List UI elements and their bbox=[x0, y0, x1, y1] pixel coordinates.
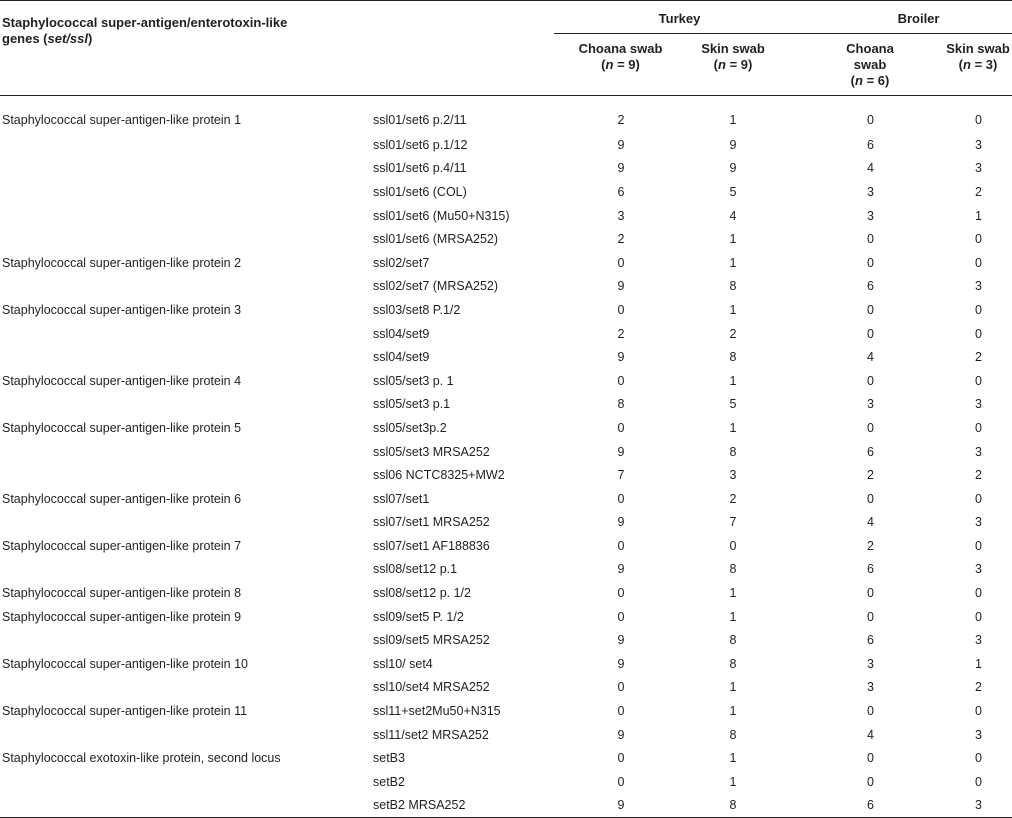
turkey-skin-cell: 8 bbox=[729, 633, 737, 648]
broiler-choana-cell: 0 bbox=[867, 609, 874, 624]
broiler-skin-cell: 1 bbox=[975, 208, 982, 223]
turkey-choana-cell: 8 bbox=[617, 397, 625, 412]
turkey-skin-cell: 2 bbox=[729, 491, 737, 506]
protein-cell: Staphylococcal super-antigen-like protein 10 bbox=[2, 656, 248, 671]
table-row bbox=[0, 487, 1012, 511]
protein-cell: Staphylococcal super-antigen-like protein 9 bbox=[2, 609, 242, 624]
table-row bbox=[0, 275, 1012, 299]
protein-cell bbox=[0, 393, 373, 417]
table-row bbox=[0, 393, 1012, 417]
title-line-2-prefix: genes ( bbox=[2, 31, 48, 46]
gene-cell: ssl04/set9 bbox=[373, 350, 430, 365]
broiler-skin-cell: 0 bbox=[975, 774, 982, 789]
broiler-skin-cell: 0 bbox=[975, 255, 982, 270]
turkey-choana-cell: 9 bbox=[617, 279, 625, 294]
gene-cell: setB2 bbox=[373, 774, 405, 789]
protein-cell bbox=[0, 157, 373, 181]
gene-cell: setB3 bbox=[373, 751, 405, 766]
broiler-choana-cell: 2 bbox=[867, 468, 874, 483]
turkey-skin-cell: 8 bbox=[729, 444, 737, 459]
broiler-choana-cell: 6 bbox=[867, 633, 874, 648]
protein-cell: Staphylococcal exotoxin-like protein, second locus bbox=[2, 751, 281, 766]
gene-cell: ssl06 NCTC8325+MW2 bbox=[373, 468, 505, 483]
broiler-skin-cell: 0 bbox=[975, 326, 982, 341]
protein-cell bbox=[0, 322, 373, 346]
turkey-choana-cell: 3 bbox=[617, 208, 625, 223]
turkey-choana-cell: 7 bbox=[617, 468, 625, 483]
turkey-choana-cell: 2 bbox=[617, 232, 625, 247]
broiler-skin-cell: 3 bbox=[975, 515, 982, 530]
table-row bbox=[0, 298, 1012, 322]
gene-cell: ssl04/set9 bbox=[373, 326, 430, 341]
broiler-skin-cell: 0 bbox=[975, 538, 982, 553]
protein-cell bbox=[0, 770, 373, 794]
turkey-choana-cell: 0 bbox=[617, 609, 625, 624]
broiler-skin-cell: 3 bbox=[975, 633, 982, 648]
turkey-skin-cell: 1 bbox=[729, 232, 737, 247]
turkey-skin-cell: 2 bbox=[729, 326, 737, 341]
broiler-skin-cell: 0 bbox=[975, 751, 982, 766]
turkey-choana-cell: 0 bbox=[617, 586, 625, 601]
protein-cell bbox=[0, 227, 373, 251]
protein-cell: Staphylococcal super-antigen-like protein 7 bbox=[2, 538, 242, 553]
gene-cell: ssl07/set1 bbox=[373, 491, 430, 506]
broiler-choana-cell: 0 bbox=[867, 255, 874, 270]
title-line-2-italic: set/ssl bbox=[47, 31, 88, 46]
turkey-skin-cell: 8 bbox=[729, 656, 737, 671]
table-header bbox=[0, 1, 1012, 96]
protein-cell bbox=[0, 204, 373, 228]
subheader-broiler-choana: Choana swab (n = 6) bbox=[846, 41, 894, 88]
table-row bbox=[0, 581, 1012, 605]
protein-cell: Staphylococcal super-antigen-like protein 2 bbox=[2, 255, 242, 270]
subheader-turkey-choana: Choana swab (n = 9) bbox=[578, 41, 663, 72]
turkey-choana-cell: 0 bbox=[617, 373, 625, 388]
turkey-skin-cell: 8 bbox=[729, 279, 737, 294]
table-row bbox=[0, 605, 1012, 629]
turkey-choana-cell: 9 bbox=[617, 161, 625, 176]
gene-cell: ssl09/set5 P. 1/2 bbox=[373, 609, 464, 624]
protein-cell: Staphylococcal super-antigen-like protein 11 bbox=[2, 704, 248, 719]
broiler-skin-cell: 3 bbox=[975, 397, 982, 412]
table-row bbox=[0, 133, 1012, 157]
table-row bbox=[0, 511, 1012, 535]
gene-cell: ssl01/set6 p.4/11 bbox=[373, 161, 467, 176]
protein-cell bbox=[0, 676, 373, 700]
table-row bbox=[0, 770, 1012, 794]
turkey-skin-cell: 1 bbox=[729, 420, 737, 435]
turkey-choana-cell: 0 bbox=[617, 751, 625, 766]
broiler-choana-cell: 0 bbox=[867, 420, 874, 435]
gene-cell: ssl03/set8 P.1/2 bbox=[373, 302, 461, 317]
turkey-skin-cell: 8 bbox=[670, 794, 796, 818]
gene-cell: ssl07/set1 MRSA252 bbox=[373, 515, 490, 530]
table-row bbox=[0, 416, 1012, 440]
turkey-choana-cell: 0 bbox=[617, 704, 625, 719]
broiler-skin-cell: 3 bbox=[975, 279, 982, 294]
turkey-skin-cell: 5 bbox=[729, 184, 737, 199]
turkey-choana-cell: 9 bbox=[617, 727, 625, 742]
broiler-skin-cell: 0 bbox=[975, 420, 982, 435]
turkey-choana-cell: 0 bbox=[617, 680, 625, 695]
table-row bbox=[0, 463, 1012, 487]
subheader-turkey-skin: Skin swab (n = 9) bbox=[701, 41, 765, 72]
table-row bbox=[0, 251, 1012, 275]
broiler-skin-cell: 0 bbox=[975, 704, 982, 719]
table-row bbox=[0, 723, 1012, 747]
protein-cell: Staphylococcal super-antigen-like protein 3 bbox=[2, 302, 242, 317]
turkey-skin-cell: 1 bbox=[729, 751, 737, 766]
protein-cell bbox=[0, 723, 373, 747]
table-row bbox=[0, 558, 1012, 582]
protein-cell bbox=[0, 558, 373, 582]
turkey-skin-cell: 8 bbox=[729, 562, 737, 577]
turkey-skin-cell: 8 bbox=[729, 350, 737, 365]
broiler-skin-cell: 0 bbox=[975, 586, 982, 601]
broiler-choana-cell: 6 bbox=[867, 562, 874, 577]
turkey-skin-cell: 8 bbox=[729, 727, 737, 742]
gene-cell: ssl05/set3 p. 1 bbox=[373, 373, 454, 388]
gene-cell: ssl01/set6 p.1/12 bbox=[373, 137, 468, 152]
gene-cell: ssl05/set3 p.1 bbox=[373, 397, 451, 412]
broiler-choana-cell: 6 bbox=[796, 794, 909, 818]
broiler-choana-cell: 4 bbox=[867, 727, 874, 742]
protein-cell bbox=[0, 628, 373, 652]
turkey-skin-cell: 1 bbox=[729, 255, 737, 270]
table-row bbox=[0, 345, 1012, 369]
broiler-choana-cell: 3 bbox=[867, 680, 874, 695]
turkey-choana-cell: 6 bbox=[617, 184, 625, 199]
turkey-skin-cell: 9 bbox=[729, 137, 737, 152]
turkey-skin-cell: 1 bbox=[729, 609, 737, 624]
broiler-choana-cell: 0 bbox=[867, 774, 874, 789]
broiler-skin-cell: 0 bbox=[975, 112, 982, 127]
turkey-choana-cell: 0 bbox=[617, 420, 625, 435]
gene-cell: setB2 MRSA252 bbox=[373, 794, 554, 818]
turkey-skin-cell: 1 bbox=[729, 774, 737, 789]
broiler-choana-cell: 2 bbox=[867, 538, 874, 553]
broiler-choana-cell: 4 bbox=[867, 350, 874, 365]
group-header-turkey: Turkey bbox=[554, 1, 796, 34]
turkey-choana-cell: 2 bbox=[617, 112, 625, 127]
broiler-skin-cell: 2 bbox=[975, 184, 982, 199]
table-row bbox=[0, 369, 1012, 393]
group-header-broiler: Broiler bbox=[796, 1, 1012, 34]
table-row bbox=[0, 699, 1012, 723]
broiler-skin-cell: 3 bbox=[975, 161, 982, 176]
turkey-skin-cell: 9 bbox=[729, 161, 737, 176]
gene-cell: ssl01/set6 (MRSA252) bbox=[373, 232, 499, 247]
protein-cell bbox=[0, 794, 373, 818]
gene-cell: ssl11/set2 MRSA252 bbox=[373, 727, 489, 742]
turkey-skin-cell: 0 bbox=[729, 538, 737, 553]
turkey-skin-cell: 1 bbox=[729, 586, 737, 601]
turkey-skin-cell: 3 bbox=[729, 468, 737, 483]
table-row bbox=[0, 204, 1012, 228]
title-line-1: Staphylococcal super-antigen/enterotoxin-like bbox=[2, 15, 288, 30]
turkey-skin-cell: 4 bbox=[729, 208, 737, 223]
gene-cell: ssl02/set7 (MRSA252) bbox=[373, 279, 499, 294]
protein-cell: Staphylococcal super-antigen-like protein 5 bbox=[2, 420, 242, 435]
gene-cell: ssl02/set7 bbox=[373, 255, 430, 270]
turkey-choana-cell: 0 bbox=[617, 774, 625, 789]
broiler-choana-cell: 3 bbox=[867, 656, 874, 671]
turkey-choana-cell: 9 bbox=[617, 633, 625, 648]
gene-cell: ssl05/set3p.2 bbox=[373, 420, 447, 435]
turkey-choana-cell: 9 bbox=[617, 350, 625, 365]
protein-cell bbox=[0, 511, 373, 535]
broiler-skin-cell: 3 bbox=[975, 137, 982, 152]
broiler-choana-cell: 6 bbox=[867, 137, 874, 152]
protein-cell bbox=[0, 180, 373, 204]
gene-cell: ssl07/set1 AF188836 bbox=[373, 538, 490, 553]
turkey-choana-cell: 9 bbox=[617, 137, 625, 152]
broiler-choana-cell: 3 bbox=[867, 208, 874, 223]
turkey-choana-cell: 0 bbox=[617, 302, 625, 317]
protein-cell bbox=[0, 345, 373, 369]
turkey-skin-cell: 1 bbox=[729, 680, 737, 695]
broiler-skin-cell: 0 bbox=[975, 609, 982, 624]
protein-cell: Staphylococcal super-antigen-like protein 4 bbox=[2, 373, 242, 388]
broiler-skin-cell: 2 bbox=[975, 350, 982, 365]
broiler-skin-cell: 0 bbox=[975, 302, 982, 317]
broiler-skin-cell: 0 bbox=[975, 373, 982, 388]
protein-cell: Staphylococcal super-antigen-like protein 8 bbox=[2, 586, 242, 601]
protein-cell bbox=[0, 440, 373, 464]
broiler-choana-cell: 6 bbox=[867, 279, 874, 294]
broiler-choana-cell: 0 bbox=[867, 232, 874, 247]
turkey-choana-cell: 9 bbox=[617, 562, 625, 577]
broiler-choana-cell: 0 bbox=[867, 373, 874, 388]
broiler-skin-cell: 3 bbox=[975, 727, 982, 742]
protein-cell: Staphylococcal super-antigen-like protein 6 bbox=[2, 491, 242, 506]
broiler-choana-cell: 3 bbox=[867, 184, 874, 199]
broiler-choana-cell: 4 bbox=[867, 515, 874, 530]
broiler-choana-cell: 0 bbox=[867, 586, 874, 601]
table-row bbox=[0, 227, 1012, 251]
turkey-choana-cell: 0 bbox=[617, 538, 625, 553]
broiler-choana-cell: 3 bbox=[867, 397, 874, 412]
broiler-choana-cell: 0 bbox=[867, 302, 874, 317]
broiler-skin-cell: 3 bbox=[975, 562, 982, 577]
table-row bbox=[0, 676, 1012, 700]
protein-cell: Staphylococcal super-antigen-like protein 1 bbox=[2, 112, 242, 127]
table-row bbox=[0, 534, 1012, 558]
gene-cell: ssl08/set12 p. 1/2 bbox=[373, 586, 471, 601]
turkey-skin-cell: 7 bbox=[729, 515, 737, 530]
table-title-header bbox=[0, 1, 554, 96]
title-line-2-suffix: ) bbox=[88, 31, 93, 46]
turkey-skin-cell: 1 bbox=[729, 112, 737, 127]
gene-cell: ssl08/set12 p.1 bbox=[373, 562, 458, 577]
broiler-choana-cell: 0 bbox=[867, 751, 874, 766]
turkey-skin-cell: 1 bbox=[729, 373, 737, 388]
turkey-choana-cell: 9 bbox=[617, 656, 625, 671]
gene-cell: ssl01/set6 (COL) bbox=[373, 184, 467, 199]
broiler-skin-cell: 1 bbox=[975, 656, 982, 671]
broiler-choana-cell: 0 bbox=[867, 326, 874, 341]
broiler-choana-cell: 0 bbox=[867, 491, 874, 506]
table-body bbox=[0, 96, 1012, 818]
gene-cell: ssl10/set4 MRSA252 bbox=[373, 680, 490, 695]
table-row bbox=[0, 96, 1012, 134]
gene-cell: ssl05/set3 MRSA252 bbox=[373, 444, 490, 459]
table-row bbox=[0, 180, 1012, 204]
subheader-broiler-skin: Skin swab (n = 3) bbox=[946, 41, 1010, 72]
broiler-choana-cell: 0 bbox=[867, 704, 874, 719]
broiler-choana-cell: 4 bbox=[867, 161, 874, 176]
turkey-skin-cell: 1 bbox=[729, 302, 737, 317]
broiler-skin-cell: 3 bbox=[975, 444, 982, 459]
turkey-choana-cell: 0 bbox=[617, 491, 625, 506]
table-row bbox=[0, 652, 1012, 676]
table-row bbox=[0, 794, 1012, 818]
turkey-choana-cell: 9 bbox=[554, 794, 670, 818]
broiler-skin-cell: 2 bbox=[975, 468, 982, 483]
gene-cell: ssl09/set5 MRSA252 bbox=[373, 633, 490, 648]
turkey-choana-cell: 0 bbox=[617, 255, 625, 270]
broiler-skin-cell: 3 bbox=[909, 794, 1012, 818]
protein-cell bbox=[0, 463, 373, 487]
broiler-choana-cell: 0 bbox=[867, 112, 874, 127]
table-row bbox=[0, 157, 1012, 181]
protein-cell bbox=[0, 133, 373, 157]
turkey-choana-cell: 9 bbox=[617, 444, 625, 459]
table-row bbox=[0, 322, 1012, 346]
gene-cell: ssl01/set6 (Mu50+N315) bbox=[373, 208, 510, 223]
broiler-skin-cell: 0 bbox=[975, 232, 982, 247]
turkey-skin-cell: 1 bbox=[729, 704, 737, 719]
gene-cell: ssl10/ set4 bbox=[373, 656, 433, 671]
gene-cell: ssl01/set6 p.2/11 bbox=[373, 112, 467, 127]
turkey-skin-cell: 5 bbox=[729, 397, 737, 412]
turkey-choana-cell: 2 bbox=[617, 326, 625, 341]
broiler-skin-cell: 2 bbox=[975, 680, 982, 695]
table-row bbox=[0, 440, 1012, 464]
turkey-choana-cell: 9 bbox=[617, 515, 625, 530]
protein-cell bbox=[0, 275, 373, 299]
table-row bbox=[0, 746, 1012, 770]
broiler-choana-cell: 6 bbox=[867, 444, 874, 459]
table-row bbox=[0, 628, 1012, 652]
gene-cell: ssl11+set2Mu50+N315 bbox=[373, 704, 501, 719]
broiler-skin-cell: 0 bbox=[975, 491, 982, 506]
